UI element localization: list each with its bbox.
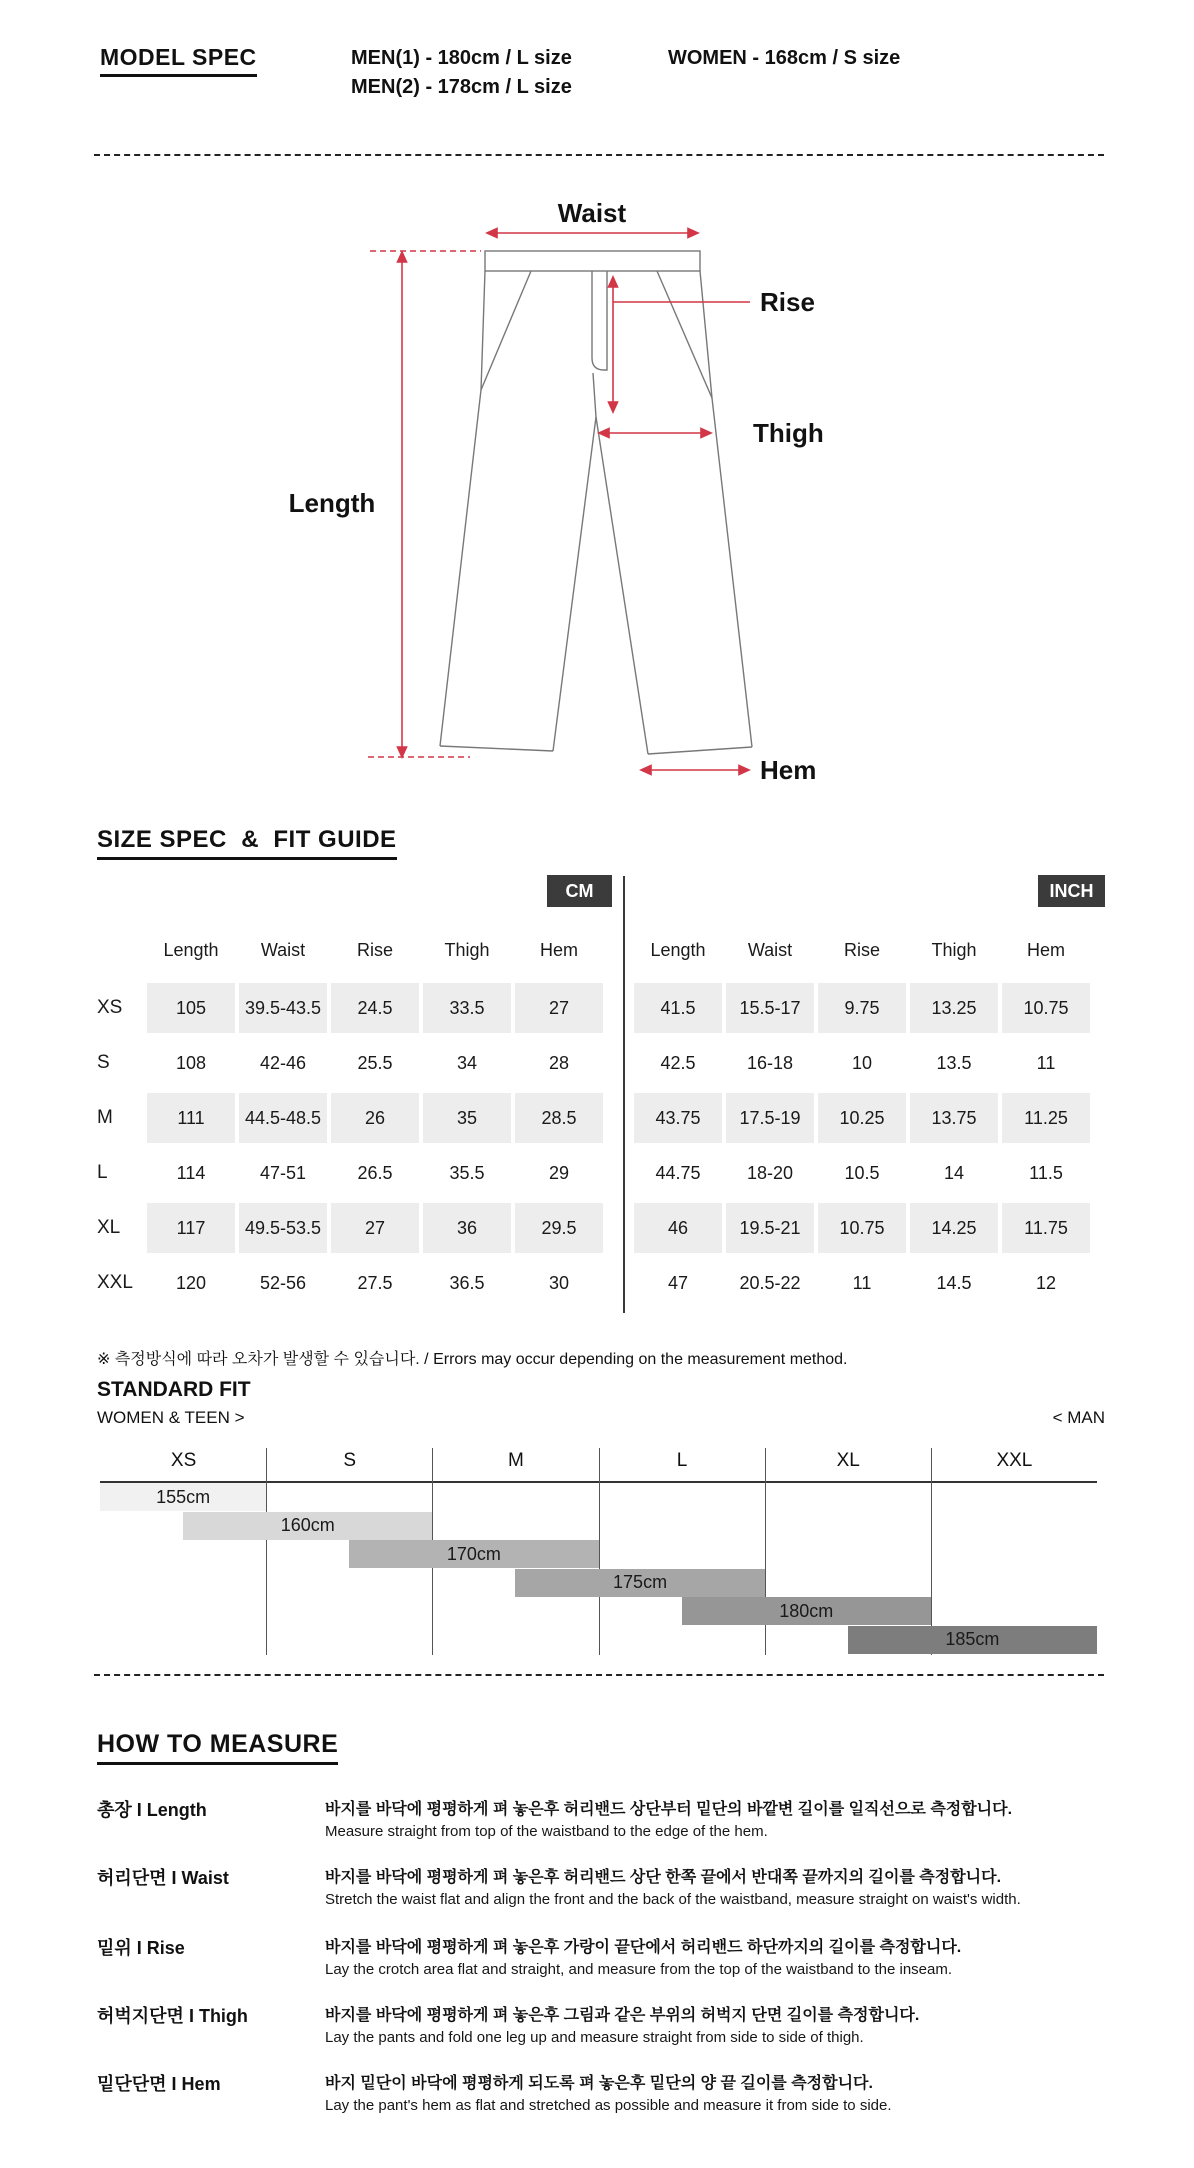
- size-cell: 16-18: [746, 1052, 794, 1073]
- fit-chart-bar: [183, 1512, 432, 1540]
- size-row-label: XXL: [97, 1272, 133, 1293]
- size-cell: 13.75: [910, 1093, 998, 1143]
- size-cell: 36: [423, 1203, 511, 1253]
- fit-chart-divider: [931, 1448, 932, 1655]
- size-cell: 20.5-22: [739, 1272, 801, 1293]
- size-cell: 27.5: [357, 1272, 393, 1293]
- column-header: Waist: [260, 940, 306, 960]
- size-cell: 108: [175, 1052, 207, 1073]
- size-cell: 18-20: [746, 1162, 794, 1183]
- fit-chart-bar-label: 175cm: [613, 1572, 668, 1592]
- size-cell: 17.5-19: [726, 1093, 814, 1143]
- size-cell: 34: [456, 1052, 478, 1073]
- left-pocket-line: [481, 271, 531, 390]
- size-cell: 117: [147, 1203, 235, 1253]
- model-spec-heading: MODEL SPEC: [100, 44, 257, 77]
- size-row-label: L: [97, 1162, 108, 1183]
- measure-label: 허벅지단면 I Thigh: [97, 2006, 248, 2026]
- fit-chart-size-label: L: [676, 1450, 688, 1471]
- waistband: [485, 251, 700, 271]
- size-cell: 105: [147, 983, 235, 1033]
- size-cell: 11: [852, 1272, 872, 1293]
- fit-chart-size-label: S: [343, 1450, 357, 1471]
- measure-desc-en: Lay the crotch area flat and straight, and measure from the top of the waistband to the inseam.: [325, 1961, 953, 1978]
- cm-badge: CM: [547, 875, 612, 907]
- cm-size-table: [97, 983, 603, 1308]
- thigh-label: Thigh: [753, 418, 824, 448]
- size-cell: 44.5-48.5: [239, 1093, 327, 1143]
- column-header: Hem: [1026, 940, 1065, 960]
- model-spec-men1: MEN(1) - 180cm / L size: [351, 47, 572, 69]
- column-header: Length: [650, 940, 706, 960]
- standard-fit-chart: [97, 1448, 1097, 1655]
- column-header: Thigh: [444, 940, 490, 960]
- size-cell: 11.25: [1002, 1093, 1090, 1143]
- size-cell: 11.75: [1002, 1203, 1090, 1253]
- column-header: Length: [163, 940, 219, 960]
- pants-diagram: [0, 0, 1194, 820]
- size-cell: 35: [423, 1093, 511, 1143]
- size-cell: 43.75: [634, 1093, 722, 1143]
- size-cell: 27: [331, 1203, 419, 1253]
- column-header: Thigh: [931, 940, 977, 960]
- how-to-measure-title-wrap: [97, 1730, 338, 1765]
- size-cell: 13.25: [910, 983, 998, 1033]
- size-cell: 47-51: [259, 1162, 307, 1183]
- size-cell: 120: [175, 1272, 207, 1293]
- fit-chart-size-label: M: [508, 1450, 524, 1471]
- size-cell: 111: [147, 1093, 235, 1143]
- measure-desc-en: Stretch the waist flat and align the front and the back of the waistband, measure straight on waist's width.: [325, 1891, 1021, 1908]
- size-cell: 10.75: [1002, 983, 1090, 1033]
- measure-desc-ko: 바지를 바닥에 평평하게 펴 놓은후 허리밴드 상단 한쪽 끝에서 반대쪽 끝까지의 길이를 측정합니다.: [325, 1869, 1002, 1886]
- measure-desc-en: Measure straight from top of the waistband to the edge of the hem.: [325, 1823, 768, 1840]
- fit-chart-divider: [599, 1448, 600, 1655]
- fit-chart-bar-label: 170cm: [446, 1543, 501, 1564]
- measure-arrows: [368, 229, 750, 775]
- size-cell: 33.5: [423, 983, 511, 1033]
- dashed-divider-bottom: [94, 1674, 1104, 1676]
- model-spec-women: WOMEN - 168cm / S size: [668, 47, 901, 69]
- size-cell: 10.25: [818, 1093, 906, 1143]
- size-cell: 41.5: [634, 983, 722, 1033]
- fit-chart-bar: [100, 1483, 266, 1511]
- size-cell: 46: [634, 1203, 722, 1253]
- size-cell: 44.75: [655, 1162, 701, 1183]
- column-header: Hem: [539, 940, 578, 960]
- measurement-note: ※ 측정방식에 따라 오차가 발생할 수 있습니다. / Errors may occur depending on the measurement method.: [97, 1351, 848, 1368]
- measure-label: 허리단면 I Waist: [97, 1868, 229, 1888]
- column-header: Waist: [747, 940, 793, 960]
- size-cell: 47: [667, 1272, 689, 1293]
- standard-fit-left-caption: WOMEN & TEEN >: [97, 1408, 245, 1427]
- size-cell: 12: [1035, 1272, 1057, 1293]
- size-cell: 13.5: [936, 1052, 972, 1073]
- size-cell: 49.5-53.5: [239, 1203, 327, 1253]
- size-cell: 52-56: [259, 1272, 307, 1293]
- standard-fit-title: STANDARD FIT: [97, 1378, 251, 1401]
- size-cell: 29: [548, 1162, 570, 1183]
- size-cell: 39.5-43.5: [239, 983, 327, 1033]
- measure-desc-ko: 바지를 바닥에 평평하게 펴 놓은후 가랑이 끝단에서 허리밴드 하단까지의 길이를 측정합니다.: [325, 1939, 962, 1956]
- size-cell: 36.5: [449, 1272, 485, 1293]
- pants-outline: [440, 251, 752, 754]
- hem-label: Hem: [760, 755, 817, 785]
- diagram-labels: [289, 198, 824, 785]
- size-cell: 14.25: [910, 1203, 998, 1253]
- size-cell: 10.5: [844, 1162, 880, 1183]
- measure-label: 밑위 I Rise: [97, 1938, 185, 1958]
- fit-chart-size-label: XL: [836, 1450, 860, 1471]
- size-spec-heading: SIZE SPEC & FIT GUIDE: [97, 826, 397, 860]
- left-hem-edge: [440, 746, 553, 751]
- size-cell: 10: [851, 1052, 873, 1073]
- inch-badge: INCH: [1038, 875, 1105, 907]
- column-header: Rise: [356, 940, 393, 960]
- right-outer-seam: [700, 271, 752, 747]
- size-cell: 15.5-17: [726, 983, 814, 1033]
- size-cell: 11: [1036, 1052, 1056, 1073]
- fit-chart-divider: [266, 1448, 267, 1655]
- length-label: Length: [288, 488, 376, 518]
- fit-chart-bar-label: 185cm: [945, 1629, 1000, 1649]
- crotch-line: [593, 373, 596, 417]
- size-cell: 28.5: [515, 1093, 603, 1143]
- measure-label: 밑단단면 I Hem: [97, 2074, 221, 2094]
- size-cell: 27: [515, 983, 603, 1033]
- size-cell: 26: [331, 1093, 419, 1143]
- column-header: Rise: [843, 940, 880, 960]
- cm-table-header: [97, 940, 603, 961]
- fit-chart-bar: [349, 1540, 598, 1568]
- size-cell: 25.5: [357, 1052, 393, 1073]
- measure-desc-ko: 바지 밑단이 바닥에 평평하게 되도록 펴 놓은후 밑단의 양 끝 길이를 측정합니다.: [325, 2075, 873, 2092]
- size-cell: 42.5: [660, 1052, 696, 1073]
- right-inner-seam: [596, 417, 648, 754]
- inch-table-header: [634, 940, 1090, 961]
- size-row-label: S: [97, 1052, 110, 1073]
- fit-chart-bar-label: 160cm: [280, 1515, 335, 1535]
- size-spec-title-wrap: [97, 826, 397, 860]
- fit-chart-bar: [848, 1626, 1097, 1654]
- standard-fit-right-caption: < MAN: [1052, 1408, 1105, 1427]
- measure-desc-ko: 바지를 바닥에 평평하게 펴 놓은후 허리밴드 상단부터 밑단의 바깥변 길이를 일직선으로 측정합니다.: [325, 1801, 1013, 1818]
- measure-label: 총장 I Length: [97, 1800, 207, 1820]
- size-row-label: XS: [97, 997, 123, 1018]
- header-spacer: [97, 940, 143, 961]
- size-cell: 30: [548, 1272, 570, 1293]
- fit-chart-size-label: XS: [170, 1450, 197, 1471]
- fit-chart-bar-label: 155cm: [156, 1486, 211, 1507]
- rise-label: Rise: [760, 287, 815, 317]
- size-cell: 28: [548, 1052, 570, 1073]
- size-row-label: M: [97, 1107, 113, 1128]
- inch-size-table: [634, 983, 1090, 1308]
- right-pocket-line: [657, 271, 712, 398]
- size-row-label: XL: [97, 1217, 121, 1238]
- fit-chart-size-label: XXL: [996, 1450, 1033, 1471]
- size-cell: 10.75: [818, 1203, 906, 1253]
- left-inner-seam: [553, 417, 596, 751]
- size-cell: 114: [176, 1162, 206, 1183]
- size-cell: 35.5: [449, 1162, 485, 1183]
- size-cell: 19.5-21: [726, 1203, 814, 1253]
- size-cell: 24.5: [331, 983, 419, 1033]
- table-divider: [623, 876, 625, 1313]
- fit-chart-bar-label: 180cm: [779, 1600, 834, 1621]
- left-outer-seam: [440, 271, 485, 746]
- measure-desc-ko: 바지를 바닥에 평평하게 펴 놓은후 그림과 같은 부위의 허벅지 단면 길이를 측정합니다.: [325, 2007, 920, 2024]
- fly-line: [592, 271, 607, 370]
- measure-desc-en: Lay the pants and fold one leg up and measure straight from side to side of thigh.: [325, 2029, 864, 2046]
- model-spec-men2: MEN(2) - 178cm / L size: [351, 76, 572, 98]
- size-cell: 29.5: [515, 1203, 603, 1253]
- right-hem-edge: [648, 747, 752, 754]
- fit-chart-bar: [682, 1597, 931, 1625]
- size-cell: 42-46: [259, 1052, 307, 1073]
- measure-desc-en: Lay the pant's hem as flat and stretched as possible and measure it from side to side.: [325, 2097, 892, 2114]
- size-cell: 26.5: [357, 1162, 393, 1183]
- waist-label: Waist: [557, 198, 627, 228]
- size-cell: 14.5: [936, 1272, 972, 1293]
- fit-chart-bar: [515, 1569, 764, 1597]
- size-cell: 9.75: [818, 983, 906, 1033]
- how-to-measure-heading: HOW TO MEASURE: [97, 1730, 338, 1765]
- size-cell: 14: [943, 1162, 965, 1183]
- size-cell: 11.5: [1029, 1162, 1063, 1183]
